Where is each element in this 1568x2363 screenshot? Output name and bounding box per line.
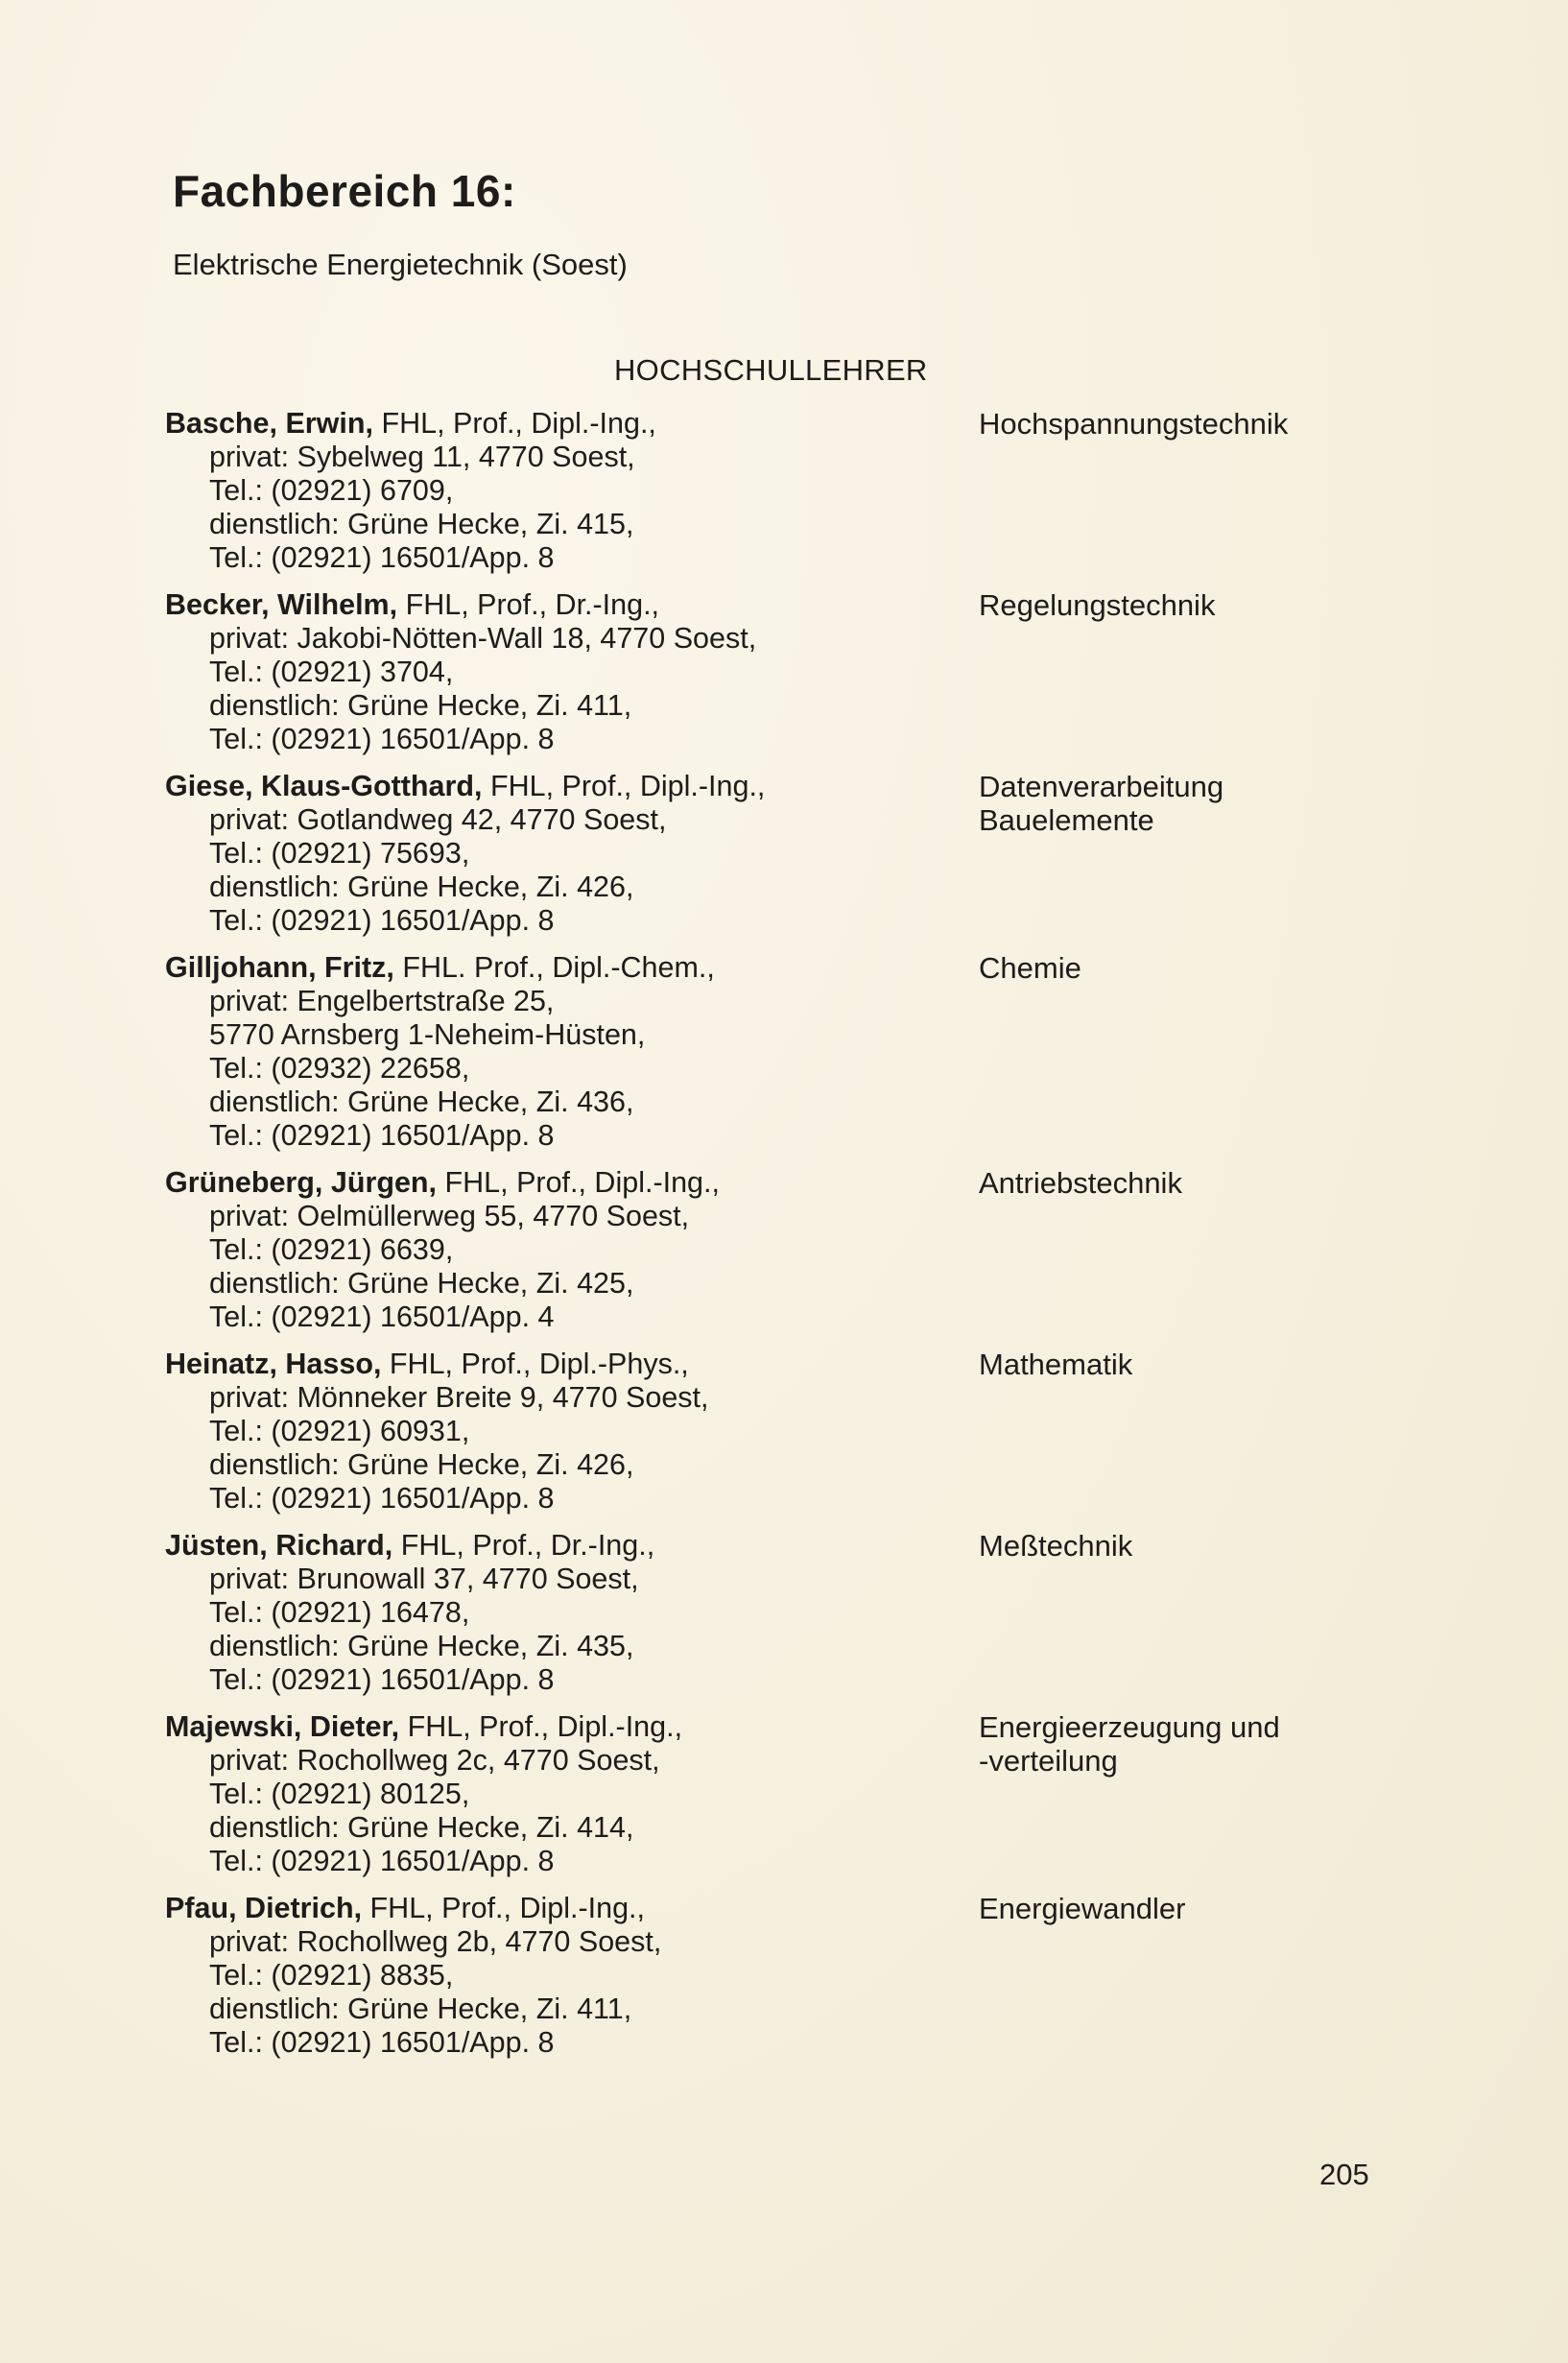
staff-name: Jüsten, Richard,	[165, 1529, 393, 1562]
office-phone: Tel.: (02921) 16501/App. 8	[209, 1119, 555, 1152]
office-phone: Tel.: (02921) 16501/App. 8	[209, 1845, 555, 1877]
office-address: dienstlich: Grüne Hecke, Zi. 414,	[209, 1811, 634, 1844]
staff-entry	[165, 951, 1413, 1153]
subject-area	[979, 1529, 1382, 1563]
private-phone: Tel.: (02921) 6709,	[209, 474, 454, 507]
staff-title: FHL, Prof., Dipl.-Ing.,	[437, 1166, 720, 1199]
staff-details	[165, 407, 952, 575]
page-subtitle: Elektrische Energietechnik (Soest)	[173, 248, 628, 281]
private-phone: Tel.: (02921) 80125,	[209, 1778, 470, 1810]
office-address: dienstlich: Grüne Hecke, Zi. 411,	[209, 689, 632, 722]
subject-line: Meßtechnik	[979, 1529, 1133, 1563]
office-address: dienstlich: Grüne Hecke, Zi. 411,	[209, 1993, 632, 2025]
office-address: dienstlich: Grüne Hecke, Zi. 426,	[209, 871, 634, 903]
staff-entry	[165, 1166, 1413, 1334]
staff-title: FHL, Prof., Dipl.-Ing.,	[372, 407, 656, 440]
office-phone: Tel.: (02921) 16501/App. 8	[209, 723, 555, 755]
staff-heading	[165, 1710, 952, 1744]
subject-area	[979, 1348, 1382, 1381]
private-phone: Tel.: (02921) 6639,	[209, 1233, 454, 1266]
staff-title: FHL. Prof., Dipl.-Chem.,	[393, 951, 715, 984]
office-phone: Tel.: (02921) 16501/App. 8	[209, 1482, 555, 1515]
subject-line: Energiewandler	[979, 1892, 1186, 1925]
staff-heading	[165, 407, 952, 441]
subject-line: Energieerzeugung und	[979, 1710, 1280, 1744]
private-address: privat: Gotlandweg 42, 4770 Soest,	[209, 803, 667, 836]
staff-details	[165, 1529, 952, 1697]
staff-title: FHL, Prof., Dr.-Ing.,	[397, 588, 660, 621]
subject-line: Bauelemente	[979, 803, 1154, 837]
private-address: privat: Mönneker Breite 9, 4770 Soest,	[209, 1381, 709, 1414]
staff-details	[165, 951, 952, 1153]
office-phone: Tel.: (02921) 16501/App. 8	[209, 541, 555, 574]
private-address: privat: Rochollweg 2b, 4770 Soest,	[209, 1925, 662, 1958]
subject-line: -verteilung	[979, 1744, 1118, 1778]
office-address: dienstlich: Grüne Hecke, Zi. 426,	[209, 1448, 634, 1481]
staff-title: FHL, Prof., Dr.-Ing.,	[392, 1529, 655, 1562]
staff-name: Basche, Erwin,	[165, 407, 373, 440]
staff-heading	[165, 588, 952, 622]
office-phone: Tel.: (02921) 16501/App. 8	[209, 904, 555, 937]
staff-title: FHL, Prof., Dipl.-Ing.,	[362, 1892, 645, 1924]
office-address: dienstlich: Grüne Hecke, Zi. 435,	[209, 1630, 634, 1662]
office-phone: Tel.: (02921) 16501/App. 4	[209, 1301, 555, 1333]
staff-heading	[165, 1892, 952, 1925]
staff-name: Becker, Wilhelm,	[165, 588, 398, 621]
subject-area	[979, 1710, 1382, 1778]
staff-entry	[165, 588, 1413, 756]
staff-name: Gilljohann, Fritz,	[165, 951, 394, 984]
staff-title: FHL, Prof., Dipl.-Phys.,	[381, 1348, 689, 1380]
private-phone: Tel.: (02921) 75693,	[209, 837, 470, 870]
private-phone: Tel.: (02932) 22658,	[209, 1052, 470, 1085]
subject-line: Regelungstechnik	[979, 588, 1216, 622]
subject-area	[979, 407, 1382, 441]
private-address: privat: Oelmüllerweg 55, 4770 Soest,	[209, 1200, 690, 1232]
section-heading: HOCHSCHULLEHRER	[614, 353, 928, 387]
staff-entry	[165, 407, 1413, 575]
private-address: privat: Sybelweg 11, 4770 Soest,	[209, 441, 635, 473]
office-address: dienstlich: Grüne Hecke, Zi. 436,	[209, 1086, 634, 1118]
subject-area	[979, 1892, 1382, 1925]
staff-name: Grüneberg, Jürgen,	[165, 1166, 438, 1199]
staff-heading	[165, 1529, 952, 1563]
staff-title: FHL, Prof., Dipl.-Ing.,	[482, 770, 766, 802]
staff-details	[165, 1348, 952, 1516]
staff-name: Giese, Klaus-Gotthard,	[165, 770, 483, 802]
staff-details	[165, 1710, 952, 1878]
office-address: dienstlich: Grüne Hecke, Zi. 425,	[209, 1267, 634, 1300]
staff-details	[165, 1892, 952, 2060]
private-phone: Tel.: (02921) 8835,	[209, 1959, 454, 1992]
subject-line: Antriebstechnik	[979, 1166, 1182, 1200]
page-title: Fachbereich 16:	[173, 166, 516, 216]
staff-entry	[165, 1348, 1413, 1516]
office-address: dienstlich: Grüne Hecke, Zi. 415,	[209, 508, 634, 540]
private-address: privat: Rochollweg 2c, 4770 Soest,	[209, 1744, 660, 1777]
staff-entry	[165, 1529, 1413, 1697]
private-phone: Tel.: (02921) 60931,	[209, 1415, 470, 1447]
staff-details	[165, 1166, 952, 1334]
staff-entry	[165, 1892, 1413, 2060]
subject-area	[979, 770, 1382, 837]
private-address: privat: Engelbertstraße 25,	[209, 985, 555, 1017]
staff-list	[165, 407, 1413, 2073]
staff-name: Heinatz, Hasso,	[165, 1348, 382, 1380]
private-address: privat: Brunowall 37, 4770 Soest,	[209, 1563, 639, 1595]
staff-heading	[165, 1348, 952, 1381]
private-address-extra: 5770 Arnsberg 1-Neheim-Hüsten,	[209, 1018, 646, 1051]
private-phone: Tel.: (02921) 3704,	[209, 656, 454, 688]
subject-line: Mathematik	[979, 1348, 1133, 1381]
private-address: privat: Jakobi-Nötten-Wall 18, 4770 Soest,	[209, 622, 757, 655]
staff-name: Majewski, Dieter,	[165, 1710, 400, 1743]
staff-heading	[165, 951, 952, 985]
staff-entry	[165, 1710, 1413, 1878]
staff-entry	[165, 770, 1413, 938]
staff-heading	[165, 770, 952, 803]
subject-line: Chemie	[979, 951, 1081, 985]
private-phone: Tel.: (02921) 16478,	[209, 1596, 470, 1629]
subject-line: Datenverarbeitung	[979, 770, 1224, 803]
subject-area	[979, 588, 1382, 622]
office-phone: Tel.: (02921) 16501/App. 8	[209, 2026, 555, 2059]
subject-area	[979, 951, 1382, 985]
staff-details	[165, 588, 952, 756]
staff-name: Pfau, Dietrich,	[165, 1892, 363, 1924]
page-number: 205	[1319, 2158, 1369, 2191]
staff-title: FHL, Prof., Dipl.-Ing.,	[399, 1710, 683, 1743]
subject-area	[979, 1166, 1382, 1200]
staff-heading	[165, 1166, 952, 1200]
staff-details	[165, 770, 952, 938]
subject-line: Hochspannungstechnik	[979, 407, 1289, 441]
office-phone: Tel.: (02921) 16501/App. 8	[209, 1663, 555, 1696]
